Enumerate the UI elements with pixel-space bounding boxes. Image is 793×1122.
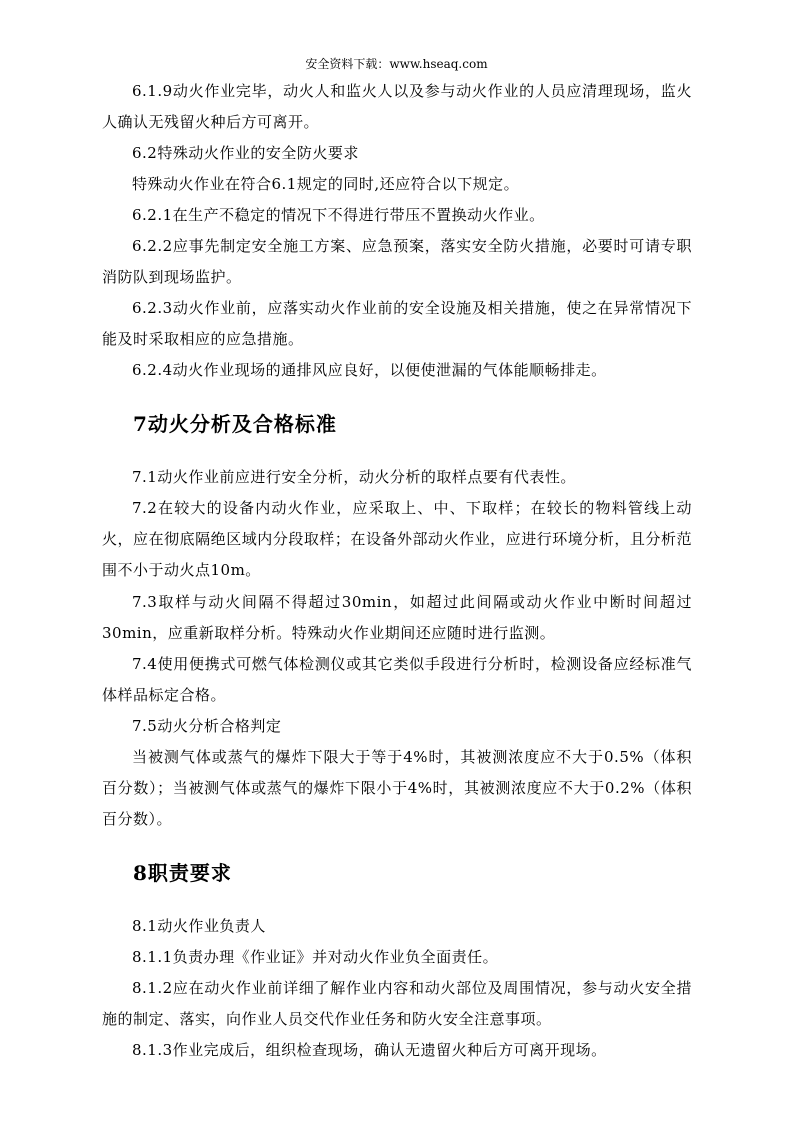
paragraph-8-1-3: 8.1.3作业完成后，组织检查现场，确认无遗留火种后方可离开现场。 bbox=[132, 1041, 607, 1059]
paragraph-6-2-4: 6.2.4动火作业现场的通排风应良好，以便使泄漏的气体能顺畅排走。 bbox=[132, 361, 607, 379]
subsection-heading-7-5: 7.5动火分析合格判定 bbox=[132, 717, 282, 735]
subsection-heading-6-2: 6.2特殊动火作业的安全防火要求 bbox=[132, 144, 359, 162]
paragraph-6-2-3: 6.2.3动火作业前，应落实动火作业前的安全设施及相关措施，使之在异常情况下能及时采取相应的应急措施。 bbox=[102, 299, 692, 348]
section-heading-8: 8职责要求 bbox=[133, 861, 232, 885]
paragraph-8-1-1: 8.1.1负责办理《作业证》并对动火作业负全面责任。 bbox=[132, 948, 499, 966]
paragraph-7-4: 7.4使用便携式可燃气体检测仪或其它类似手段进行分析时，检测设备应经标准气体样品标定合格。 bbox=[102, 655, 692, 704]
section-heading-7: 7动火分析及合格标准 bbox=[133, 412, 337, 436]
paragraph-7-1: 7.1动火作业前应进行安全分析，动火分析的取样点要有代表性。 bbox=[132, 468, 576, 486]
paragraph-7-3: 7.3取样与动火间隔不得超过30min，如超过此间隔或动火作业中断时间超过30min，应重新取样分析。特殊动火作业期间还应随时进行监测。 bbox=[102, 593, 692, 642]
subsection-heading-8-1: 8.1动火作业负责人 bbox=[132, 917, 266, 935]
paragraph-6-2-2: 6.2.2应事先制定安全施工方案、应急预案，落实安全防火措施，必要时可请专职消防队到现场监护。 bbox=[102, 237, 692, 286]
paragraph-8-1-2: 8.1.2应在动火作业前详细了解作业内容和动火部位及周围情况，参与动火安全措施的制定、落实，向作业人员交代作业任务和防火安全注意事项。 bbox=[102, 979, 692, 1028]
paragraph-6-2-intro: 特殊动火作业在符合6.1规定的同时,还应符合以下规定。 bbox=[132, 175, 520, 193]
paragraph-6-1-9: 6.1.9动火作业完毕，动火人和监火人以及参与动火作业的人员应清理现场，监火人确认无残留火种后方可离开。 bbox=[102, 82, 692, 131]
paragraph-7-5-body: 当被测气体或蒸气的爆炸下限大于等于4%时，其被测浓度应不大于0.5%（体积百分数）；当被测气体或蒸气的爆炸下限小于4%时，其被测浓度应不大于0.2%（体积百分数）。 bbox=[102, 748, 692, 828]
page-header: 安全资料下载：www.hseaq.com bbox=[305, 57, 488, 71]
paragraph-7-2: 7.2在较大的设备内动火作业，应采取上、中、下取样；在较长的物料管线上动火，应在彻底隔绝区域内分段取样；在设备外部动火作业，应进行环境分析，且分析范围不小于动火点10m。 bbox=[102, 499, 692, 579]
paragraph-6-2-1: 6.2.1在生产不稳定的情况下不得进行带压不置换动火作业。 bbox=[132, 206, 545, 224]
